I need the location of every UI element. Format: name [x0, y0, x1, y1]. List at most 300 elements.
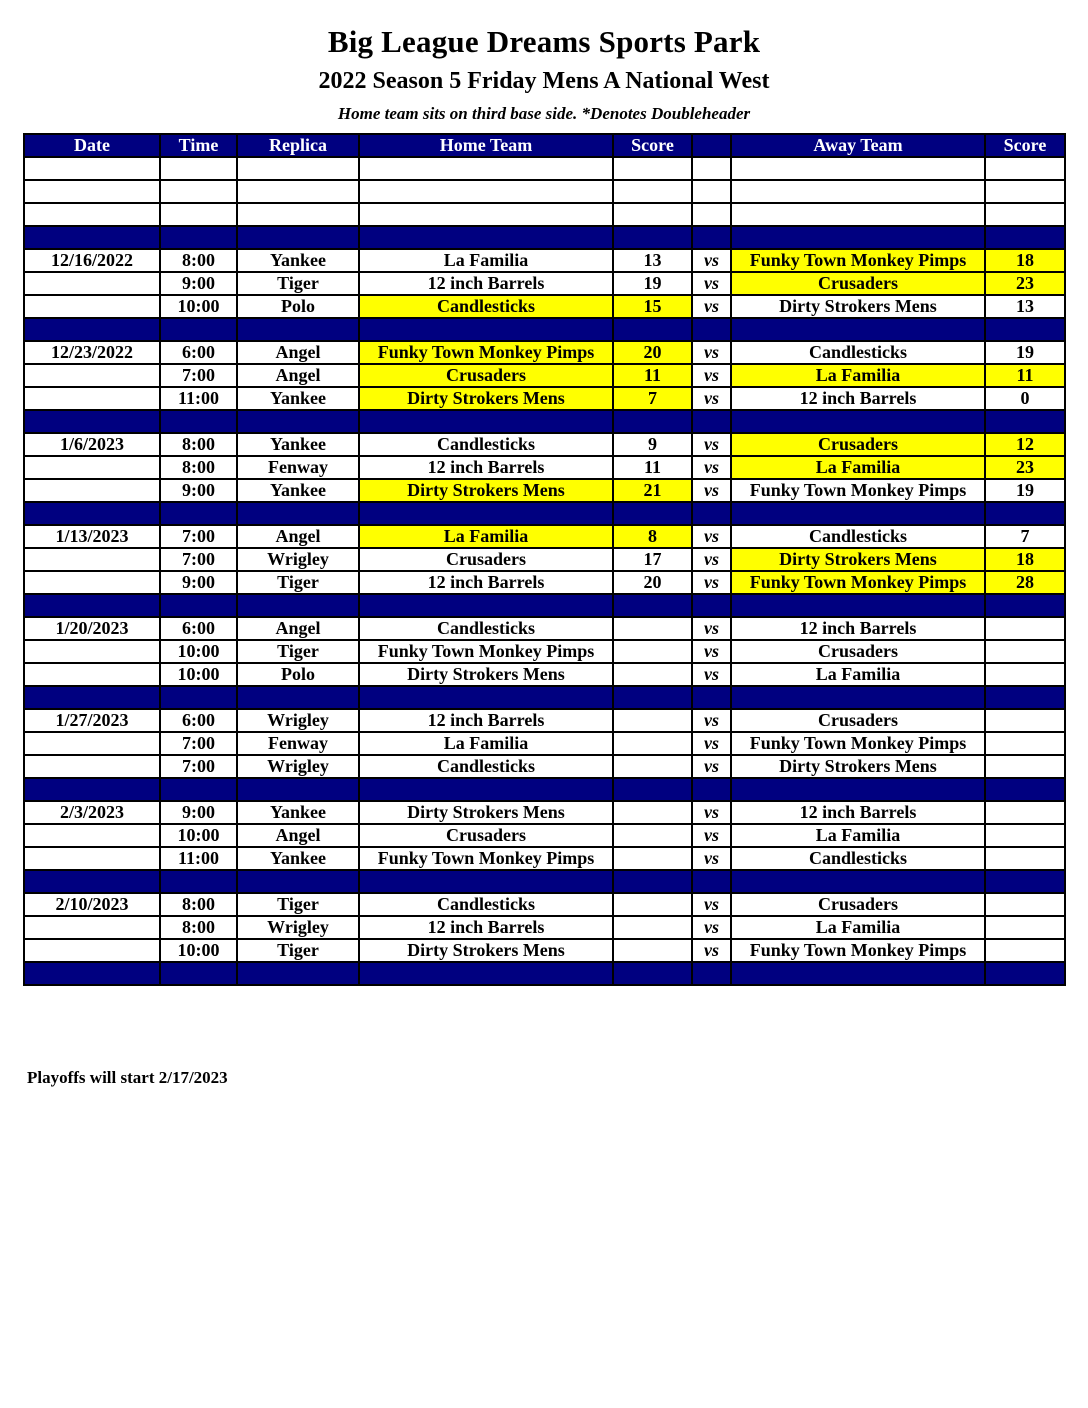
time-cell: 7:00 — [160, 755, 237, 778]
game-row — [24, 364, 1065, 387]
home-score-cell: 21 — [613, 479, 692, 502]
away-score-cell — [985, 939, 1065, 962]
separator-cell — [24, 962, 160, 985]
home-score-cell: 15 — [613, 295, 692, 318]
away-team-cell: La Familia — [731, 916, 985, 939]
separator-cell — [359, 318, 613, 341]
separator-cell — [613, 778, 692, 801]
away-team-cell: Funky Town Monkey Pimps — [731, 249, 985, 272]
replica-cell: Wrigley — [237, 548, 359, 571]
separator-cell — [160, 410, 237, 433]
time-cell: 9:00 — [160, 801, 237, 824]
separator-cell — [613, 594, 692, 617]
away-team-cell: La Familia — [731, 663, 985, 686]
home-score-cell: 9 — [613, 433, 692, 456]
home-team-cell: Dirty Strokers Mens — [359, 479, 613, 502]
time-cell: 6:00 — [160, 341, 237, 364]
schedule-note: Home team sits on third base side. *Denotes Doubleheader — [337, 104, 751, 123]
replica-cell: Angel — [237, 525, 359, 548]
blank-cell — [731, 203, 985, 226]
vs-cell: vs — [692, 387, 731, 410]
away-team-cell: 12 inch Barrels — [731, 617, 985, 640]
replica-cell: Tiger — [237, 640, 359, 663]
game-row — [24, 341, 1065, 364]
time-cell: 9:00 — [160, 479, 237, 502]
vs-cell: vs — [692, 755, 731, 778]
separator-cell — [985, 502, 1065, 525]
replica-cell: Angel — [237, 364, 359, 387]
game-row — [24, 663, 1065, 686]
time-cell: 7:00 — [160, 732, 237, 755]
separator-cell — [237, 962, 359, 985]
replica-cell: Wrigley — [237, 916, 359, 939]
date-cell — [24, 272, 160, 295]
time-cell: 6:00 — [160, 617, 237, 640]
separator-cell — [692, 686, 731, 709]
date-cell: 1/6/2023 — [24, 433, 160, 456]
away-score-cell — [985, 893, 1065, 916]
separator-cell — [731, 778, 985, 801]
away-score-cell — [985, 824, 1065, 847]
away-score-cell — [985, 732, 1065, 755]
blank-cell — [731, 157, 985, 180]
away-score-cell — [985, 663, 1065, 686]
away-score-cell: 28 — [985, 571, 1065, 594]
date-cell — [24, 548, 160, 571]
date-cell — [24, 387, 160, 410]
game-row — [24, 939, 1065, 962]
away-team-cell: Crusaders — [731, 640, 985, 663]
vs-cell: vs — [692, 801, 731, 824]
separator-cell — [24, 226, 160, 249]
home-team-cell: La Familia — [359, 525, 613, 548]
date-cell — [24, 364, 160, 387]
time-cell: 9:00 — [160, 571, 237, 594]
separator-cell — [692, 502, 731, 525]
time-cell: 10:00 — [160, 295, 237, 318]
separator-cell — [692, 962, 731, 985]
game-row — [24, 709, 1065, 732]
time-cell: 10:00 — [160, 663, 237, 686]
separator-cell — [692, 226, 731, 249]
replica-cell: Yankee — [237, 847, 359, 870]
blank-cell — [24, 203, 160, 226]
date-cell — [24, 916, 160, 939]
time-cell: 10:00 — [160, 939, 237, 962]
home-team-cell: 12 inch Barrels — [359, 571, 613, 594]
away-score-cell: 18 — [985, 249, 1065, 272]
separator-cell — [237, 502, 359, 525]
home-team-cell: Candlesticks — [359, 433, 613, 456]
home-team-cell: Dirty Strokers Mens — [359, 939, 613, 962]
separator-cell — [731, 226, 985, 249]
separator-cell — [985, 410, 1065, 433]
vs-cell: vs — [692, 456, 731, 479]
vs-cell: vs — [692, 893, 731, 916]
home-team-cell: Funky Town Monkey Pimps — [359, 847, 613, 870]
away-score-cell — [985, 709, 1065, 732]
game-row — [24, 525, 1065, 548]
game-row — [24, 433, 1065, 456]
vs-cell: vs — [692, 847, 731, 870]
separator-cell — [359, 962, 613, 985]
away-team-cell: Candlesticks — [731, 341, 985, 364]
game-row — [24, 456, 1065, 479]
time-cell: 8:00 — [160, 433, 237, 456]
home-score-cell — [613, 824, 692, 847]
separator-cell — [731, 502, 985, 525]
separator-cell — [613, 870, 692, 893]
vs-cell: vs — [692, 364, 731, 387]
separator-cell — [359, 502, 613, 525]
time-cell: 7:00 — [160, 548, 237, 571]
game-row — [24, 295, 1065, 318]
away-score-cell: 23 — [985, 456, 1065, 479]
away-score-cell: 18 — [985, 548, 1065, 571]
separator-cell — [359, 870, 613, 893]
time-cell: 7:00 — [160, 525, 237, 548]
separator-cell — [24, 686, 160, 709]
separator-cell — [237, 870, 359, 893]
date-cell: 1/20/2023 — [24, 617, 160, 640]
home-score-cell: 11 — [613, 456, 692, 479]
game-row — [24, 755, 1065, 778]
separator-cell — [359, 594, 613, 617]
away-score-cell — [985, 617, 1065, 640]
separator-cell — [237, 594, 359, 617]
separator-cell — [613, 962, 692, 985]
date-cell — [24, 571, 160, 594]
vs-cell: vs — [692, 571, 731, 594]
home-score-cell: 19 — [613, 272, 692, 295]
separator-cell — [613, 502, 692, 525]
playoffs-note: Playoffs will start 2/17/2023 — [27, 1068, 228, 1087]
separator-cell — [985, 778, 1065, 801]
vs-cell: vs — [692, 617, 731, 640]
away-team-cell: Funky Town Monkey Pimps — [731, 732, 985, 755]
separator-cell — [692, 594, 731, 617]
replica-cell: Wrigley — [237, 709, 359, 732]
vs-cell: vs — [692, 433, 731, 456]
header-row — [24, 134, 1065, 157]
away-score-cell: 11 — [985, 364, 1065, 387]
separator-cell — [613, 226, 692, 249]
away-team-cell: 12 inch Barrels — [731, 801, 985, 824]
away-team-cell: Funky Town Monkey Pimps — [731, 939, 985, 962]
week-separator-row — [24, 594, 1065, 617]
game-row — [24, 893, 1065, 916]
away-team-cell: Crusaders — [731, 709, 985, 732]
game-row — [24, 548, 1065, 571]
away-team-cell: Crusaders — [731, 433, 985, 456]
blank-cell — [692, 157, 731, 180]
time-cell: 10:00 — [160, 640, 237, 663]
separator-cell — [985, 594, 1065, 617]
game-row — [24, 732, 1065, 755]
date-cell: 1/27/2023 — [24, 709, 160, 732]
home-team-cell: Candlesticks — [359, 755, 613, 778]
separator-cell — [985, 226, 1065, 249]
time-cell: 8:00 — [160, 249, 237, 272]
vs-cell: vs — [692, 916, 731, 939]
home-team-cell: Candlesticks — [359, 295, 613, 318]
home-team-cell: 12 inch Barrels — [359, 916, 613, 939]
home-score-cell — [613, 893, 692, 916]
blank-cell — [24, 180, 160, 203]
blank-cell — [985, 180, 1065, 203]
replica-cell: Tiger — [237, 571, 359, 594]
game-row — [24, 249, 1065, 272]
week-separator-row — [24, 226, 1065, 249]
separator-cell — [613, 686, 692, 709]
home-team-cell: Crusaders — [359, 548, 613, 571]
date-cell — [24, 939, 160, 962]
time-cell: 8:00 — [160, 916, 237, 939]
away-team-cell: La Familia — [731, 364, 985, 387]
vs-cell: vs — [692, 824, 731, 847]
blank-cell — [613, 180, 692, 203]
replica-cell: Tiger — [237, 893, 359, 916]
home-team-cell: La Familia — [359, 732, 613, 755]
time-cell: 8:00 — [160, 456, 237, 479]
blank-cell — [359, 180, 613, 203]
separator-cell — [985, 870, 1065, 893]
blank-cell — [692, 180, 731, 203]
vs-cell: vs — [692, 548, 731, 571]
home-score-cell — [613, 939, 692, 962]
vs-cell: vs — [692, 249, 731, 272]
col-header-date: Date — [24, 134, 160, 157]
date-cell — [24, 479, 160, 502]
replica-cell: Fenway — [237, 456, 359, 479]
col-header-replica: Replica — [237, 134, 359, 157]
separator-cell — [692, 778, 731, 801]
blank-cell — [237, 157, 359, 180]
away-team-cell: 12 inch Barrels — [731, 387, 985, 410]
away-team-cell: Candlesticks — [731, 847, 985, 870]
home-score-cell: 20 — [613, 571, 692, 594]
separator-cell — [160, 226, 237, 249]
game-row — [24, 571, 1065, 594]
away-team-cell: Dirty Strokers Mens — [731, 548, 985, 571]
home-team-cell: Candlesticks — [359, 617, 613, 640]
time-cell: 8:00 — [160, 893, 237, 916]
date-cell — [24, 663, 160, 686]
separator-cell — [24, 594, 160, 617]
away-team-cell: Dirty Strokers Mens — [731, 295, 985, 318]
date-cell — [24, 755, 160, 778]
home-score-cell — [613, 801, 692, 824]
separator-cell — [237, 318, 359, 341]
away-score-cell: 0 — [985, 387, 1065, 410]
blank-cell — [613, 157, 692, 180]
blank-row — [24, 180, 1065, 203]
vs-cell: vs — [692, 663, 731, 686]
separator-cell — [24, 870, 160, 893]
replica-cell: Angel — [237, 341, 359, 364]
col-header-away-team: Away Team — [731, 134, 985, 157]
blank-cell — [24, 157, 160, 180]
away-score-cell — [985, 801, 1065, 824]
week-separator-row — [24, 410, 1065, 433]
week-separator-row — [24, 318, 1065, 341]
replica-cell: Tiger — [237, 272, 359, 295]
game-row — [24, 916, 1065, 939]
week-separator-row — [24, 870, 1065, 893]
away-score-cell — [985, 847, 1065, 870]
separator-cell — [359, 778, 613, 801]
separator-cell — [237, 226, 359, 249]
time-cell: 7:00 — [160, 364, 237, 387]
game-row — [24, 272, 1065, 295]
home-team-cell: La Familia — [359, 249, 613, 272]
separator-cell — [692, 318, 731, 341]
date-cell: 12/16/2022 — [24, 249, 160, 272]
home-score-cell — [613, 916, 692, 939]
away-score-cell — [985, 916, 1065, 939]
separator-cell — [160, 502, 237, 525]
date-cell — [24, 640, 160, 663]
vs-cell: vs — [692, 525, 731, 548]
vs-cell: vs — [692, 709, 731, 732]
col-header-time: Time — [160, 134, 237, 157]
vs-cell: vs — [692, 341, 731, 364]
home-team-cell: 12 inch Barrels — [359, 709, 613, 732]
vs-cell: vs — [692, 479, 731, 502]
separator-cell — [160, 778, 237, 801]
separator-cell — [985, 318, 1065, 341]
replica-cell: Fenway — [237, 732, 359, 755]
home-team-cell: 12 inch Barrels — [359, 456, 613, 479]
time-cell: 11:00 — [160, 387, 237, 410]
game-row — [24, 824, 1065, 847]
away-team-cell: Candlesticks — [731, 525, 985, 548]
separator-cell — [160, 686, 237, 709]
away-score-cell: 7 — [985, 525, 1065, 548]
game-row — [24, 640, 1065, 663]
separator-cell — [985, 962, 1065, 985]
separator-cell — [692, 870, 731, 893]
separator-cell — [985, 686, 1065, 709]
replica-cell: Polo — [237, 295, 359, 318]
home-team-cell: Candlesticks — [359, 893, 613, 916]
game-row — [24, 617, 1065, 640]
away-team-cell: La Familia — [731, 824, 985, 847]
away-score-cell — [985, 755, 1065, 778]
away-score-cell: 23 — [985, 272, 1065, 295]
blank-cell — [985, 203, 1065, 226]
blank-cell — [237, 180, 359, 203]
separator-cell — [24, 410, 160, 433]
away-score-cell: 13 — [985, 295, 1065, 318]
game-row — [24, 479, 1065, 502]
col-header-home-team: Home Team — [359, 134, 613, 157]
game-row — [24, 801, 1065, 824]
separator-cell — [160, 318, 237, 341]
home-team-cell: Dirty Strokers Mens — [359, 801, 613, 824]
replica-cell: Angel — [237, 617, 359, 640]
separator-cell — [359, 226, 613, 249]
separator-cell — [160, 870, 237, 893]
home-team-cell: 12 inch Barrels — [359, 272, 613, 295]
home-score-cell: 7 — [613, 387, 692, 410]
week-separator-row — [24, 778, 1065, 801]
blank-cell — [359, 157, 613, 180]
separator-cell — [731, 962, 985, 985]
home-team-cell: Crusaders — [359, 824, 613, 847]
week-separator-row — [24, 686, 1065, 709]
separator-cell — [731, 410, 985, 433]
home-score-cell — [613, 617, 692, 640]
separator-cell — [731, 686, 985, 709]
col-header-home-score: Score — [613, 134, 692, 157]
separator-cell — [24, 502, 160, 525]
date-cell — [24, 295, 160, 318]
blank-cell — [613, 203, 692, 226]
separator-cell — [613, 318, 692, 341]
separator-cell — [359, 410, 613, 433]
separator-cell — [731, 318, 985, 341]
col-header-away-score: Score — [985, 134, 1065, 157]
vs-cell: vs — [692, 640, 731, 663]
replica-cell: Tiger — [237, 939, 359, 962]
home-score-cell: 13 — [613, 249, 692, 272]
away-score-cell: 12 — [985, 433, 1065, 456]
schedule-table — [23, 133, 1066, 986]
separator-cell — [613, 410, 692, 433]
replica-cell: Yankee — [237, 801, 359, 824]
away-team-cell: La Familia — [731, 456, 985, 479]
blank-cell — [359, 203, 613, 226]
away-team-cell: Crusaders — [731, 893, 985, 916]
home-score-cell — [613, 755, 692, 778]
vs-cell: vs — [692, 732, 731, 755]
separator-cell — [160, 594, 237, 617]
separator-cell — [237, 778, 359, 801]
separator-cell — [731, 870, 985, 893]
home-score-cell — [613, 640, 692, 663]
page-subtitle: 2022 Season 5 Friday Mens A National West — [318, 68, 770, 94]
home-team-cell: Funky Town Monkey Pimps — [359, 640, 613, 663]
home-team-cell: Dirty Strokers Mens — [359, 387, 613, 410]
home-score-cell — [613, 663, 692, 686]
date-cell — [24, 732, 160, 755]
date-cell: 1/13/2023 — [24, 525, 160, 548]
replica-cell: Angel — [237, 824, 359, 847]
game-row — [24, 847, 1065, 870]
home-team-cell: Dirty Strokers Mens — [359, 663, 613, 686]
away-team-cell: Crusaders — [731, 272, 985, 295]
home-team-cell: Crusaders — [359, 364, 613, 387]
date-cell: 2/10/2023 — [24, 893, 160, 916]
replica-cell: Yankee — [237, 249, 359, 272]
home-score-cell — [613, 847, 692, 870]
page-title: Big League Dreams Sports Park — [327, 24, 761, 59]
home-score-cell — [613, 709, 692, 732]
time-cell: 10:00 — [160, 824, 237, 847]
home-score-cell — [613, 732, 692, 755]
date-cell — [24, 847, 160, 870]
home-score-cell: 11 — [613, 364, 692, 387]
separator-cell — [24, 318, 160, 341]
blank-row — [24, 157, 1065, 180]
home-score-cell: 20 — [613, 341, 692, 364]
vs-cell: vs — [692, 939, 731, 962]
replica-cell: Yankee — [237, 479, 359, 502]
blank-cell — [692, 203, 731, 226]
game-row — [24, 387, 1065, 410]
away-team-cell: Funky Town Monkey Pimps — [731, 571, 985, 594]
